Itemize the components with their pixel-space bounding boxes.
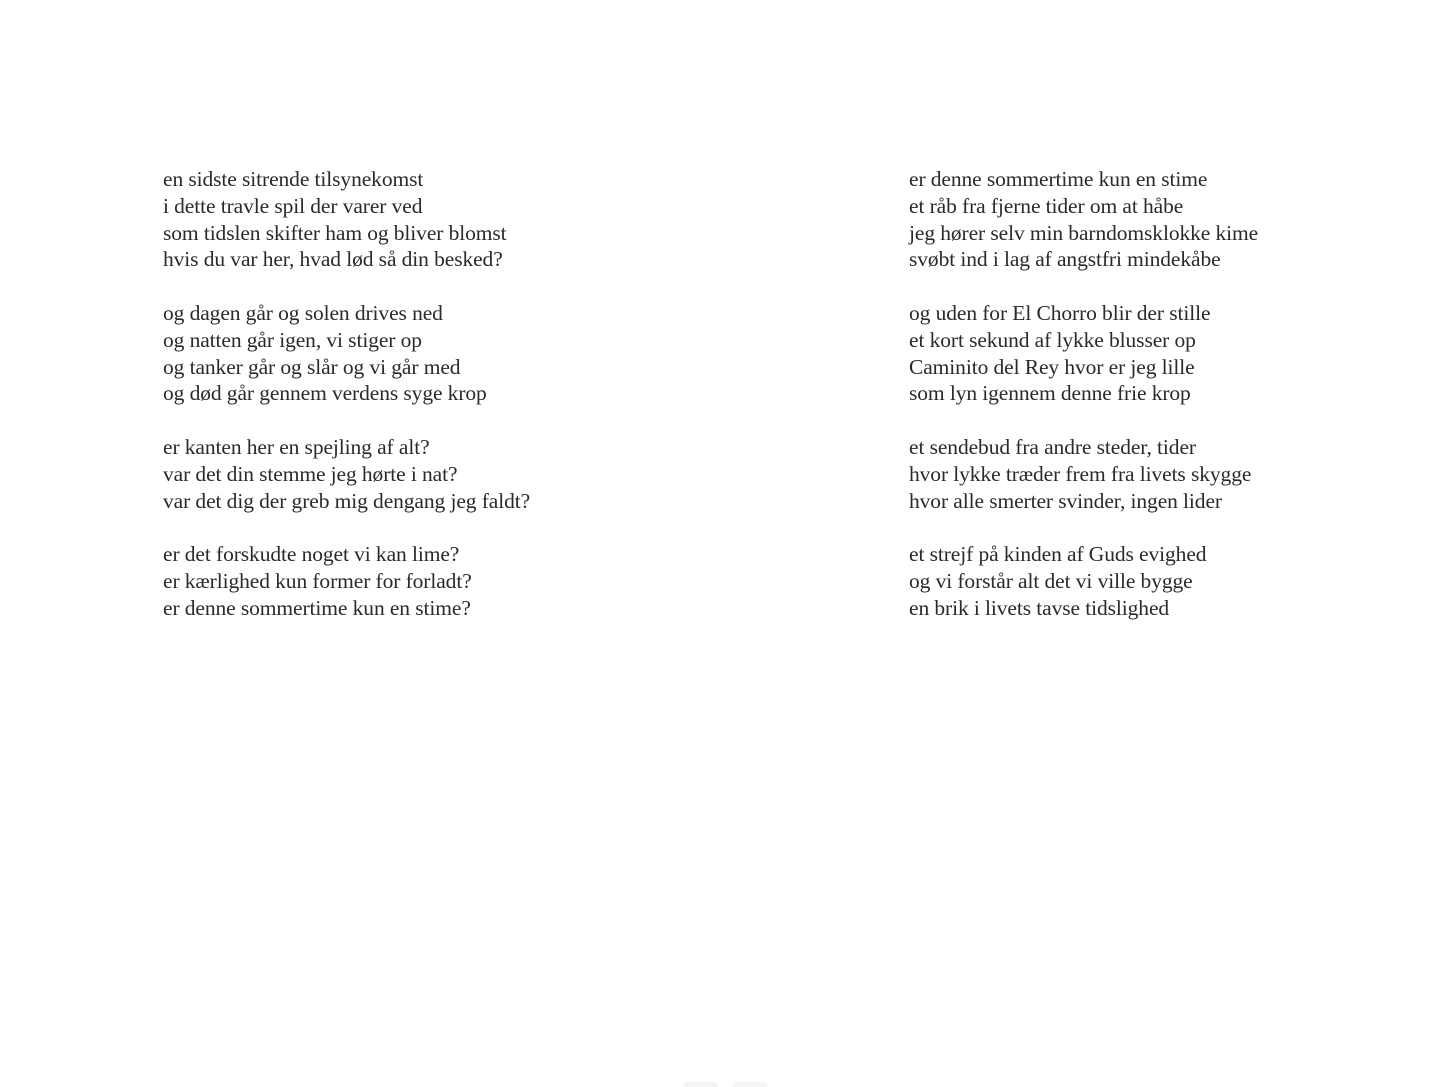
poem-line: og uden for El Chorro blir der stille: [909, 300, 1211, 325]
poem-line: er denne sommertime kun en stime?: [163, 595, 471, 620]
poem-line: et kort sekund af lykke blusser op: [909, 327, 1196, 352]
poem-line: som lyn igennem denne frie krop: [909, 381, 1191, 406]
poem-line: og dagen går og solen drives ned: [163, 300, 443, 325]
poem-line: et råb fra fjerne tider om at håbe: [909, 193, 1184, 218]
stanza: [163, 166, 530, 273]
poem-line: er kærlighed kun former for forladt?: [163, 568, 472, 593]
stanza: [163, 300, 530, 407]
poem-line: i dette travle spil der varer ved: [163, 193, 423, 218]
stanza: [163, 434, 530, 514]
stanza: [909, 166, 1258, 273]
poem-line: og tanker går og slår og vi går med: [163, 354, 461, 379]
page-edge-mark: [733, 1082, 767, 1087]
poem-line: er det forskudte noget vi kan lime?: [163, 542, 460, 567]
poem-line: hvis du var her, hvad lød så din besked?: [163, 247, 503, 272]
stanza: [163, 541, 530, 621]
poem-line: er denne sommertime kun en stime: [909, 167, 1208, 191]
poem-line: hvor lykke træder frem fra livets skygge: [909, 461, 1252, 486]
stanza: [909, 541, 1258, 621]
poem-line: svøbt ind i lag af angstfri mindekåbe: [909, 247, 1221, 272]
poem-line: og natten går igen, vi stiger op: [163, 327, 422, 352]
poem-line: som tidslen skifter ham og bliver blomst: [163, 220, 507, 245]
poem-line: er kanten her en spejling af alt?: [163, 434, 430, 459]
poem-line: et sendebud fra andre steder, tider: [909, 434, 1196, 459]
stanza: [909, 300, 1258, 407]
poem-line: en brik i livets tavse tidslighed: [909, 595, 1170, 620]
poem-line: hvor alle smerter svinder, ingen lider: [909, 488, 1222, 513]
poem-line: og vi forstår alt det vi ville bygge: [909, 568, 1193, 593]
page-edge-mark: [684, 1082, 718, 1087]
poem-line: Caminito del Rey hvor er jeg lille: [909, 354, 1195, 379]
poem-line: og død går gennem verdens syge krop: [163, 381, 487, 406]
stanza: [909, 434, 1258, 514]
poem-line: et strejf på kinden af Guds evighed: [909, 542, 1207, 567]
poem-line: var det dig der greb mig dengang jeg faldt?: [163, 488, 531, 513]
left-page-poem: [163, 166, 530, 622]
poem-line: var det din stemme jeg hørte i nat?: [163, 461, 458, 486]
poem-line: jeg hører selv min barndomsklokke kime: [909, 220, 1259, 245]
poem-line: en sidste sitrende tilsynekomst: [163, 167, 424, 191]
right-page-poem: [909, 166, 1258, 622]
